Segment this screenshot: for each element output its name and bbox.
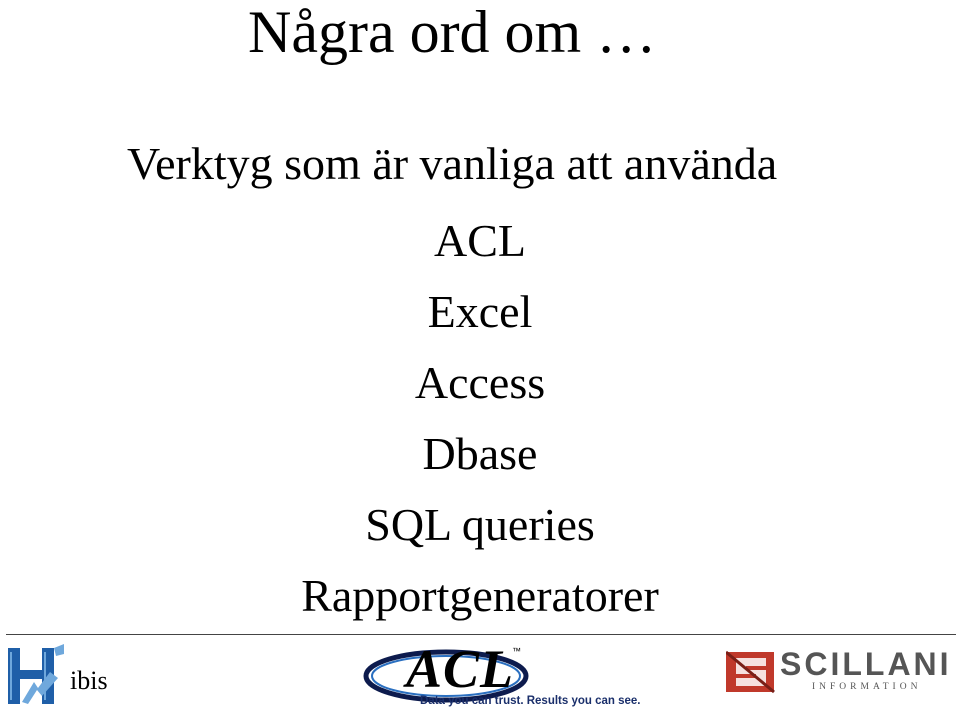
hibis-h-logo-icon bbox=[4, 642, 70, 708]
tool-item-acl: ACL bbox=[434, 215, 526, 266]
slide-subtitle: Verktyg som är vanliga att använda bbox=[127, 138, 778, 189]
scillani-s-mark-icon bbox=[726, 648, 776, 694]
tool-item-rapportgeneratorer: Rapportgeneratorer bbox=[301, 570, 659, 621]
tool-item-access: Access bbox=[414, 357, 546, 408]
hibis-logo-text: ibis bbox=[70, 666, 108, 695]
slide-title: Några ord om … bbox=[248, 0, 657, 65]
acl-trademark: ™ bbox=[512, 646, 521, 656]
scillani-logo bbox=[726, 648, 956, 694]
tool-item-sql-queries: SQL queries bbox=[365, 499, 595, 550]
footer-divider bbox=[6, 634, 956, 635]
hibis-logo bbox=[4, 642, 114, 708]
tool-item-dbase: Dbase bbox=[422, 428, 538, 479]
tool-item-excel: Excel bbox=[427, 286, 533, 337]
acl-logo bbox=[362, 639, 642, 710]
acl-tagline: Data you can trust. Results you can see. bbox=[420, 695, 641, 707]
acl-logo-text: ACL bbox=[406, 639, 515, 699]
scillani-logo-subtext: INFORMATION bbox=[812, 682, 922, 692]
scillani-logo-text: SCILLANI bbox=[780, 646, 952, 682]
tool-list bbox=[0, 205, 960, 631]
